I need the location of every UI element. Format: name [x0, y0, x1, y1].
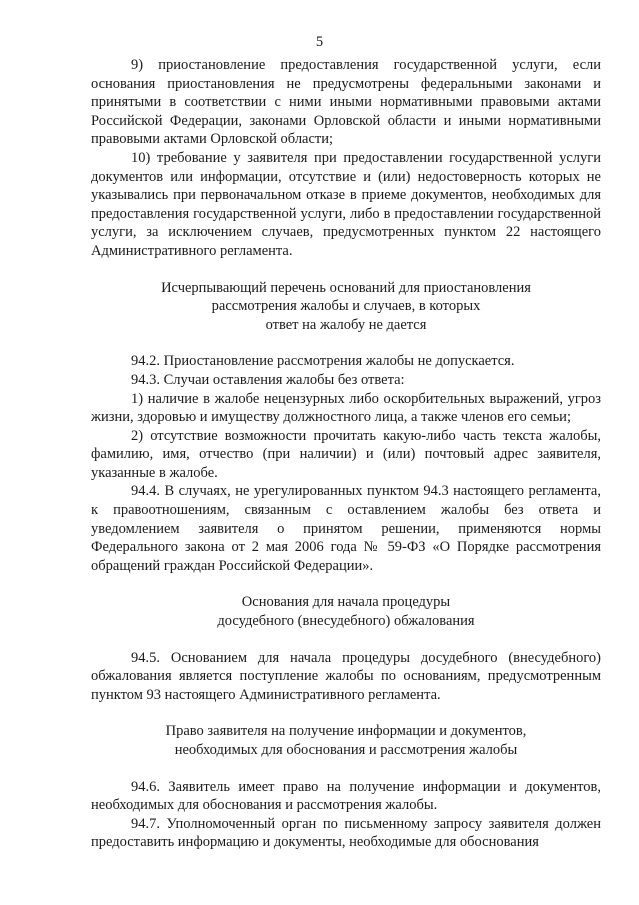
- paragraph-94-3-item-1: 1) наличие в жалобе нецензурных либо оскорбительных выражений, угроз жизни, здоровью и имуществу должностного лица, а также членов его семьи;: [91, 390, 601, 426]
- paragraph-94-6: 94.6. Заявитель имеет право на получение информации и документов, необходимых для обоснования и рассмотрения жалобы.: [91, 778, 601, 814]
- section-heading-appeal-grounds: Основания для начала процедуры досудебного (внесудебного) обжалования: [217, 594, 475, 630]
- section-heading-applicant-rights: Право заявителя на получение информации и документов, необходимых для обоснования и рассмотрения жалобы: [165, 723, 527, 758]
- document-body: [91, 56, 601, 852]
- paragraph-94-3: 94.3. Случаи оставления жалобы без ответа:: [131, 371, 405, 388]
- paragraph-94-3-item-2: 2) отсутствие возможности прочитать какую-либо часть текста жалобы, фамилию, имя, отчество (при наличии) и (или) почтовый адрес заявителя, указанные в жалобе.: [91, 427, 601, 481]
- section-heading-suspension-grounds: Исчерпывающий перечень оснований для приостановления рассмотрения жалобы и случаев, в которых ответ на жалобу не дается: [161, 279, 531, 333]
- paragraph-94-7: 94.7. Уполномоченный орган по письменному запросу заявителя должен предоставить информацию и документы, необходимые для обоснования: [91, 815, 601, 851]
- paragraph-item-10: 10) требование у заявителя при предоставлении государственной услуги документов или информации, отсутствие и (или) недостоверность которых не указывались при первоначальном отказе в приеме документов, необходимых для предоставления государственной услуги, либо в предоставлении государственной услуги, за исключением случаев, предусмотренных пунктом 22 настоящего Административного регламента.: [91, 149, 601, 259]
- page-number: 5: [315, 34, 324, 50]
- paragraph-94-5: 94.5. Основанием для начала процедуры досудебного (внесудебного) обжалования является поступление жалобы по основаниям, предусмотренным пунктом 93 настоящего Административного регламента.: [91, 649, 601, 703]
- paragraph-94-4: 94.4. В случаях, не урегулированных пунктом 94.3 настоящего регламента, к правоотношениям, связанным с оставлением жалобы без ответа и уведомлением заявителя о принятом решении, применяются нормы Федерального закона от 2 мая 2006 года № 59-ФЗ «О Порядке рассмотрения обращений граждан Российской Федерации».: [91, 483, 601, 574]
- paragraph-94-2: 94.2. Приостановление рассмотрения жалобы не допускается.: [131, 353, 515, 370]
- paragraph-item-9: 9) приостановление предоставления государственной услуги, если основания приостановления не предусмотрены федеральными законами и принятыми в соответствии с ними иными нормативными правовыми актами Российской Федерации, законами Орловской области и иными нормативными правовыми актами Орловской области;: [91, 57, 601, 148]
